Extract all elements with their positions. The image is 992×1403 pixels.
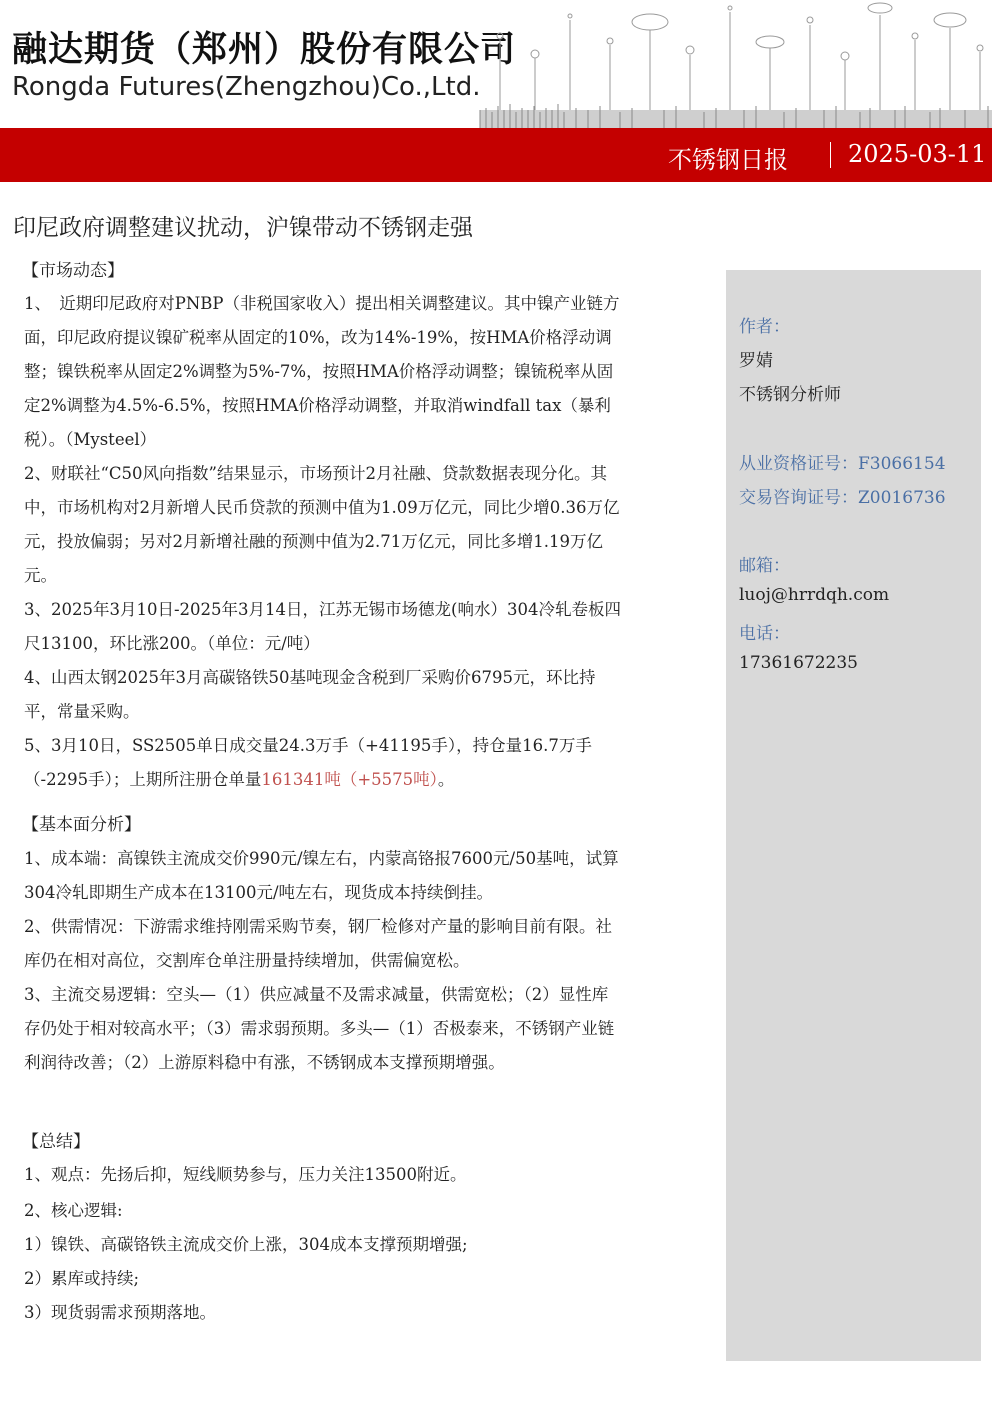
market-item-5-end: 。: [437, 770, 455, 789]
company-name-en: Rongda Futures(Zhengzhou)Co.,Ltd.: [12, 72, 481, 102]
phone-number: 17361672235: [739, 653, 858, 673]
report-date: 2025-03-11: [848, 140, 987, 168]
consult-number: 交易咨询证号：Z0016736: [739, 488, 946, 508]
fundamental-item-3: 3、主流交易逻辑：空头—（1）供应减量不及需求减量，供需宽松；（2）显性库存仍处于相对较高水平；（3）需求弱预期。多头—（1）否极泰来，不锈钢产业链利润待改善；（2）上游原料稳中有涨，不锈钢成本支撑预期增强。: [24, 985, 615, 1072]
fundamental-item-2: 2、供需情况：下游需求维持刚需采购节奏，钢厂检修对产量的影响目前有限。社库仍在相对高位，交割库仓单注册量持续增加，供需偏宽松。: [24, 917, 612, 970]
email-label: 邮箱：: [739, 556, 790, 576]
report-headline: 印尼政府调整建议扰动，沪镍带动不锈钢走强: [13, 215, 473, 241]
report-banner: [0, 128, 992, 182]
company-name-cn: 融达期货（郑州）股份有限公司: [12, 30, 517, 70]
summary-item-1: 1、观点：先扬后抑，短线顺势参与，压力关注13500附近。: [24, 1165, 467, 1184]
summary-item-2: 2、核心逻辑:: [24, 1201, 123, 1220]
report-type: 不锈钢日报: [668, 146, 788, 174]
summary-item-5: 3）现货弱需求预期落地。: [24, 1303, 216, 1322]
author-sidebar: [726, 270, 981, 1361]
email-address: luoj@hrrdqh.com: [739, 585, 890, 605]
warehouse-receipt-highlight: 161341吨（+5575吨）: [261, 770, 438, 789]
phone-label: 电话：: [739, 624, 790, 644]
author-name: 罗婧: [739, 351, 773, 371]
license-number: 从业资格证号：F3066154: [739, 454, 946, 474]
header-decoration-graphic: [440, 0, 992, 128]
section-title-market: 【市场动态】: [22, 261, 124, 281]
summary-item-3: 1）镍铁、高碳铬铁主流成交价上涨，304成本支撑预期增强;: [24, 1235, 468, 1254]
market-item-4: 4、山西太钢2025年3月高碳铬铁50基吨现金含税到厂采购价6795元，环比持平，常量采购。: [24, 668, 596, 721]
banner-separator: [830, 142, 831, 168]
market-item-5-text: 5、3月10日，SS2505单日成交量24.3万手（+41195手），持仓量16.7万手（-2295手）；上期所注册仓单量: [24, 736, 592, 789]
summary-item-4: 2）累库或持续;: [24, 1269, 140, 1288]
fundamental-item-1: 1、成本端：高镍铁主流成交价990元/镍左右，内蒙高铬报7600元/50基吨，试算304冷轧即期生产成本在13100元/吨左右，现货成本持续倒挂。: [24, 849, 619, 902]
section-title-fundamental: 【基本面分析】: [22, 815, 141, 835]
market-item-1: 1、 近期印尼政府对PNBP（非税国家收入）提出相关调整建议。其中镍产业链方面，印尼政府提议镍矿税率从固定的10%，改为14%-19%，按HMA价格浮动调整；镍铁税率从固定2%调整为5%-7%，按照HMA价格浮动调整；镍锍税率从固定2%调整为4.5%-6.5%，按照HMA价格浮动调整，并取消windfall tax（暴利税）。（Mysteel）: [24, 294, 620, 449]
author-title: 不锈钢分析师: [739, 385, 841, 405]
market-item-3: 3、2025年3月10日-2025年3月14日，江苏无锡市场德龙(响水）304冷轧卷板四尺13100，环比涨200。（单位：元/吨）: [24, 600, 621, 653]
market-item-5: [24, 729, 624, 797]
market-item-2: 2、财联社“C50风向指数”结果显示，市场预计2月社融、贷款数据表现分化。其中，市场机构对2月新增人民币贷款的预测中值为1.09万亿元，同比少增0.36万亿元，投放偏弱；另对2月新增社融的预测中值为2.71万亿元，同比多增1.19万亿元。: [24, 464, 620, 585]
section-title-summary: 【总结】: [22, 1132, 90, 1152]
author-label: 作者：: [739, 317, 790, 337]
